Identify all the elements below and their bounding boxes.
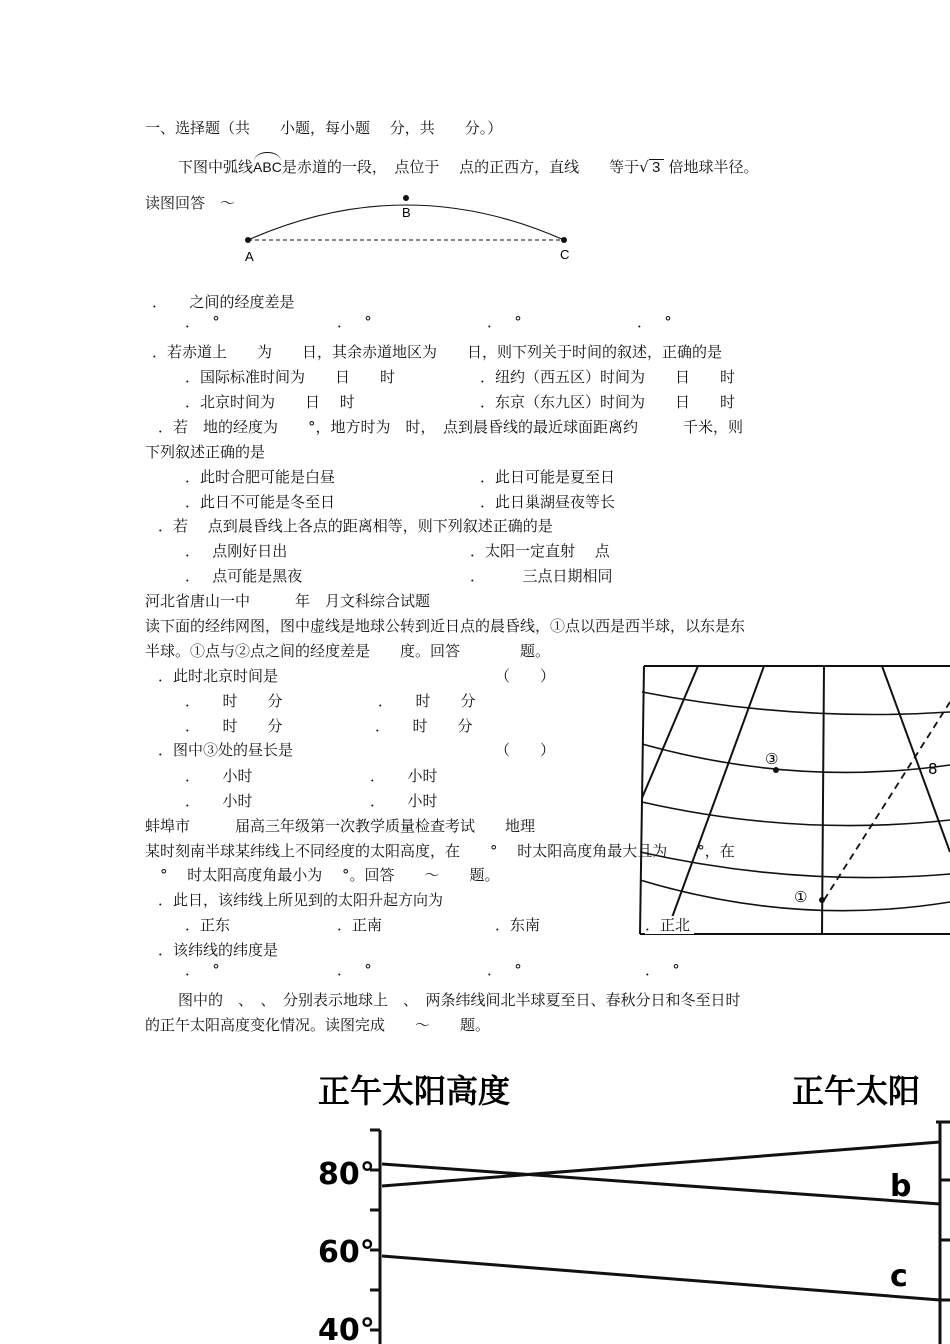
q2-option-b[interactable]: ．纽约（西五区）时间为 日 时 [480, 368, 736, 386]
q6-option-c[interactable]: ． 小时 [185, 792, 253, 810]
q4-option-c[interactable]: ． 点可能是黑夜 [185, 567, 303, 585]
tick-80: 80° [318, 1157, 375, 1192]
parallel-1 [642, 692, 950, 715]
label-c: C [560, 247, 570, 262]
question-intro-line-1 [178, 158, 758, 178]
q2-stem: ．若赤道上 为 日，其余赤道地区为 日，则下列关于时间的叙述，正确的是 [152, 343, 723, 361]
q7-option-b[interactable]: ．正南 [337, 916, 383, 934]
q3-option-c[interactable]: ．此日不可能是冬至日 [185, 493, 336, 511]
noon-sun-altitude-chart [300, 1060, 950, 1344]
label-line-c: c [890, 1259, 908, 1294]
intro-text-b: 是赤道的一段， 点位于 点的正西方，直线 等于 [281, 158, 640, 176]
q4-option-b[interactable]: ．太阳一定直射 点 [470, 542, 610, 560]
sqrt-symbol: √ 3 [639, 158, 664, 178]
q1-option-d[interactable]: ． ° [637, 313, 672, 331]
section-title: 一、选择题（共 小题，每小题 分，共 分。） [145, 119, 503, 137]
q9-intro-line-1: 图中的 、 、 分别表示地球上 、 两条纬线间北半球夏至日、春秋分日和冬至日时 [178, 991, 741, 1009]
q1-option-b[interactable]: ． ° [337, 313, 372, 331]
q3-stem-2: 下列叙述正确的是 [145, 443, 266, 461]
tick-40: 40° [318, 1313, 375, 1344]
q5-option-d[interactable]: ． 时 分 [375, 717, 473, 735]
q8-stem: ．该纬线的纬度是 [158, 941, 279, 959]
q5-stem: ．此时北京时间是 [158, 667, 279, 685]
q6-stem: ．图中③处的昼长是 [158, 741, 294, 759]
tick-60: 60° [318, 1235, 375, 1270]
q5-option-b[interactable]: ． 时 分 [378, 692, 476, 710]
parallel-3 [642, 802, 950, 826]
q5-intro-line-1: 读下面的经纬网图，图中虚线是地球公转到近日点的晨昏线，①点以西是西半球，以东是东 [145, 617, 746, 635]
label-a: A [245, 249, 254, 264]
q4-option-a[interactable]: ． 点刚好日出 [185, 542, 288, 560]
line-b [382, 1164, 940, 1204]
graticule-figure [636, 662, 950, 938]
q8-option-b[interactable]: ． ° [337, 961, 372, 979]
q6-option-d[interactable]: ． 小时 [370, 792, 438, 810]
parallel-2 [642, 744, 950, 772]
point-c [561, 237, 567, 243]
q3-option-a[interactable]: ．此时合肥可能是白昼 [185, 468, 336, 486]
q5-intro-line-2: 半球。①点与②点之间的经度差是 度。回答 题。 [145, 642, 551, 660]
arc-abc-label: ABC [253, 158, 282, 176]
q1-option-a[interactable]: ． ° [185, 313, 220, 331]
q4-option-d[interactable]: ． 三点日期相同 [470, 567, 613, 585]
meridian-1 [642, 666, 698, 798]
q7-stem: ．此日，该纬线上所见到的太阳升起方向为 [158, 891, 444, 909]
line-a [382, 1142, 940, 1186]
q5-option-a[interactable]: ． 时 分 [185, 692, 283, 710]
point-b [403, 195, 409, 201]
label-point-8: 8 [928, 760, 938, 778]
source-title-1: 河北省唐山一中 年 月文科综合试题 [145, 592, 431, 610]
intro-text-c: 倍地球半径。 [663, 158, 759, 176]
q7-option-a[interactable]: ．正东 [185, 916, 231, 934]
chart-title-right: 正午太阳 [792, 1072, 921, 1110]
q2-option-d[interactable]: ．东京（东九区）时间为 日 时 [480, 393, 736, 411]
q5-answer-bracket[interactable]: （ ） [495, 667, 556, 685]
label-point-3: ③ [765, 750, 779, 768]
q7-option-c[interactable]: ．东南 [495, 916, 541, 934]
label-b: B [402, 205, 411, 220]
q2-option-c[interactable]: ．北京时间为 日 时 [185, 393, 355, 411]
point-1 [819, 897, 825, 903]
point-a [245, 237, 251, 243]
q1-stem: ． 之间的经度差是 [152, 293, 295, 311]
label-line-b: b [890, 1169, 912, 1204]
q5-option-c[interactable]: ． 时 分 [185, 717, 283, 735]
q3-option-b[interactable]: ．此日可能是夏至日 [480, 468, 616, 486]
line-c [382, 1256, 940, 1300]
q8-option-a[interactable]: ． ° [185, 961, 220, 979]
chart-title-left: 正午太阳高度 [318, 1072, 511, 1110]
q3-stem-1: ．若 地的经度为 °，地方时为 时， 点到晨昏线的最近球面距离约 千米，则 [158, 418, 744, 436]
q2-option-a[interactable]: ．国际标准时间为 日 时 [185, 368, 396, 386]
source-title-2: 蚌埠市 届高三年级第一次教学质量检查考试 地理 [145, 817, 536, 835]
equator-arc-figure [236, 190, 581, 270]
sqrt-value: 3 [649, 159, 664, 177]
q7-option-d[interactable]: ．正北 [645, 916, 694, 934]
q1-option-c[interactable]: ． ° [487, 313, 522, 331]
q6-answer-bracket[interactable]: （ ） [495, 741, 556, 759]
label-point-1: ① [794, 888, 808, 906]
question-intro-line-2: 读图回答 ～ [145, 194, 236, 212]
q9-intro-line-2: 的正午太阳高度变化情况。读图完成 ～ 题。 [145, 1016, 491, 1034]
q8-option-c[interactable]: ． ° [487, 961, 522, 979]
q3-option-d[interactable]: ．此日巢湖昼夜等长 [480, 493, 616, 511]
q6-option-a[interactable]: ． 小时 [185, 767, 253, 785]
meridian-3 [822, 666, 824, 934]
q6-option-b[interactable]: ． 小时 [370, 767, 438, 785]
q4-stem: ．若 点到晨昏线上各点的距离相等，则下列叙述正确的是 [158, 517, 553, 535]
q8-option-d[interactable]: ． ° [645, 961, 680, 979]
q7-intro-line-1: 某时刻南半球某纬线上不同经度的太阳高度，在 ° 时太阳高度角最大且为 °，在 [145, 842, 735, 860]
q7-intro-line-2: ° 时太阳高度角最小为 °。回答 ～ 题。 [145, 866, 500, 884]
intro-text-a: 下图中弧线 [178, 158, 254, 176]
